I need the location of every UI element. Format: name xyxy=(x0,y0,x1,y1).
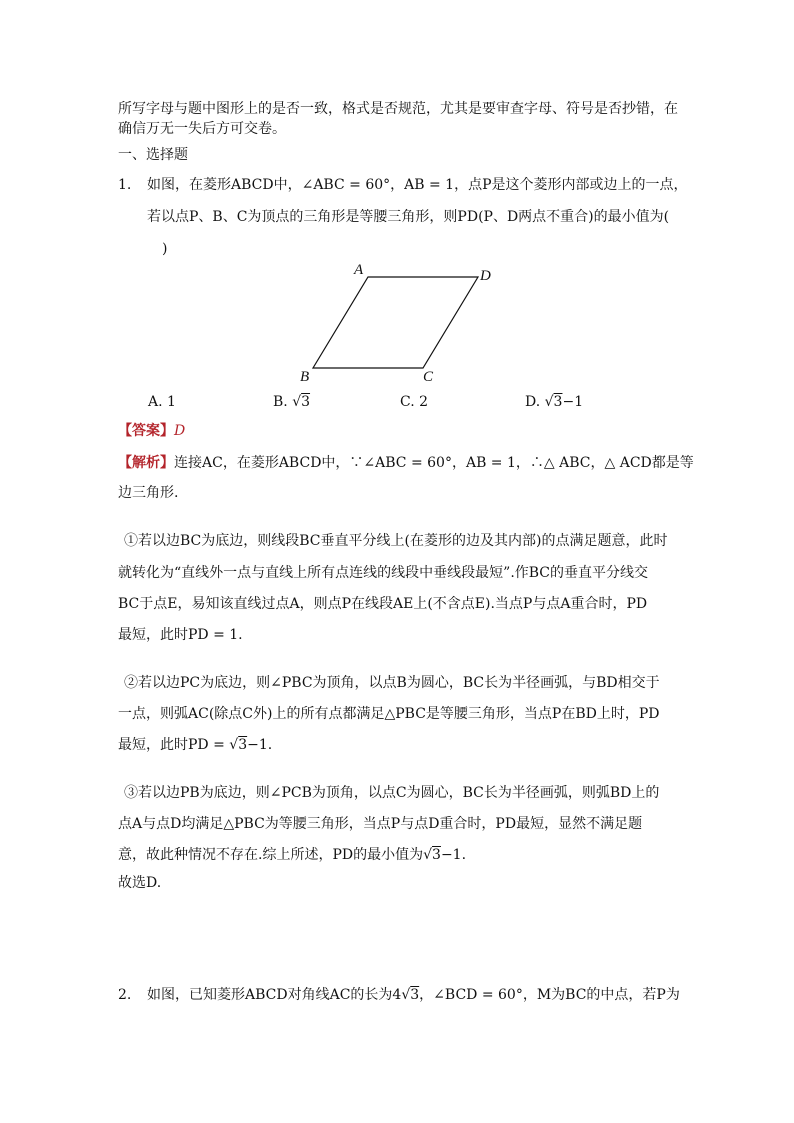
option-b xyxy=(273,392,310,412)
option-d xyxy=(525,392,583,412)
case2-line-2: 一点，则弧AC(除点C外)上的所有点都满足△PBC是等腰三角形，当点P在BD上时，PD xyxy=(118,706,660,722)
answer-value: D xyxy=(174,423,186,439)
option-c: C. 2 xyxy=(400,394,429,410)
q1-stem-line-3: ) xyxy=(162,241,168,257)
q2-stem-line-1 xyxy=(147,985,680,1005)
case1-line-3: BC于点E，易知该直线过点A，则点P在线段AE上(不含点E).当点P与点A重合时，PD xyxy=(118,596,648,612)
q1-number: 1. xyxy=(118,177,132,193)
analysis-line-2: 边三角形. xyxy=(118,485,179,501)
answer-tag: 【答案】 xyxy=(118,423,174,439)
option-d-radicand: 3 xyxy=(553,394,563,410)
case2-line-3-suffix: −1. xyxy=(247,737,273,753)
label-D: D xyxy=(480,268,491,284)
case3-line-3-prefix: 意，故此种情况不存在.综上所述，PD的最小值为√ xyxy=(118,847,433,863)
case2-line-3-prefix: 最短，此时PD = √ xyxy=(118,737,239,753)
intro-line-2: 确信万无一失后方可交卷。 xyxy=(118,121,286,137)
conclusion: 故选D. xyxy=(118,875,162,891)
label-B: B xyxy=(300,369,310,385)
option-a: A. 1 xyxy=(148,394,176,410)
case2-line-3 xyxy=(118,735,272,755)
case3-line-3 xyxy=(118,845,466,865)
case2-line-3-radicand: 3 xyxy=(238,737,248,753)
label-A: A xyxy=(354,262,364,278)
case3-line-2: 点A与点D均满足△PBC为等腰三角形，当点P与点D重合时，PD最短，显然不满足题 xyxy=(118,816,643,832)
option-b-prefix: B. √ xyxy=(273,394,302,410)
section-title: 一、选择题 xyxy=(118,147,188,163)
q2-number: 2. xyxy=(118,987,132,1003)
analysis-tag: 【解析】 xyxy=(118,455,174,471)
q2-stem-suffix: ，∠BCD = 60°，M为BC的中点，若P为 xyxy=(419,987,680,1003)
case3-line-1: ③若以边PB为底边，则∠PCB为顶角，以点C为圆心，BC长为半径画弧，则弧BD上的 xyxy=(124,785,660,801)
case1-line-2: 就转化为“直线外一点与直线上所有点连线的线段中垂线段最短”.作BC的垂直平分线交 xyxy=(118,565,649,581)
case3-line-3-radicand: 3 xyxy=(432,847,441,863)
q2-stem-radicand: 3 xyxy=(410,987,420,1003)
option-b-radicand: 3 xyxy=(301,394,311,410)
case1-line-4: 最短，此时PD = 1. xyxy=(118,627,243,643)
rhombus-figure xyxy=(290,258,500,392)
analysis-line-1 xyxy=(118,453,694,473)
label-C: C xyxy=(423,369,434,385)
option-d-suffix: −1 xyxy=(562,394,584,410)
rhombus-shape xyxy=(313,277,478,368)
case3-line-3-suffix: −1. xyxy=(440,847,467,863)
q1-stem-line-2: 若以点P、B、C为顶点的三角形是等腰三角形，则PD(P、D两点不重合)的最小值为( xyxy=(147,209,670,225)
analysis-text: 连接AC，在菱形ABCD中，∵∠ABC = 60°，AB = 1，∴△ ABC，△ ACD都是等 xyxy=(174,455,694,471)
option-d-prefix: D. √ xyxy=(525,394,554,410)
case2-line-1: ②若以边PC为底边，则∠PBC为顶角，以点B为圆心，BC长为半径画弧，与BD相交于 xyxy=(124,675,660,691)
q2-stem-prefix: 如图，已知菱形ABCD对角线AC的长为4√ xyxy=(147,987,411,1003)
intro-line-1: 所写字母与题中图形上的是否一致，格式是否规范，尤其是要审查字母、符号是否抄错，在 xyxy=(118,101,678,117)
case1-line-1: ①若以边BC为底边，则线段BC垂直平分线上(在菱形的边及其内部)的点满足题意，此时 xyxy=(124,533,668,549)
answer-line xyxy=(118,421,185,441)
q1-stem-line-1: 如图，在菱形ABCD中，∠ABC = 60°，AB = 1，点P是这个菱形内部或边上的一点， xyxy=(147,177,688,193)
